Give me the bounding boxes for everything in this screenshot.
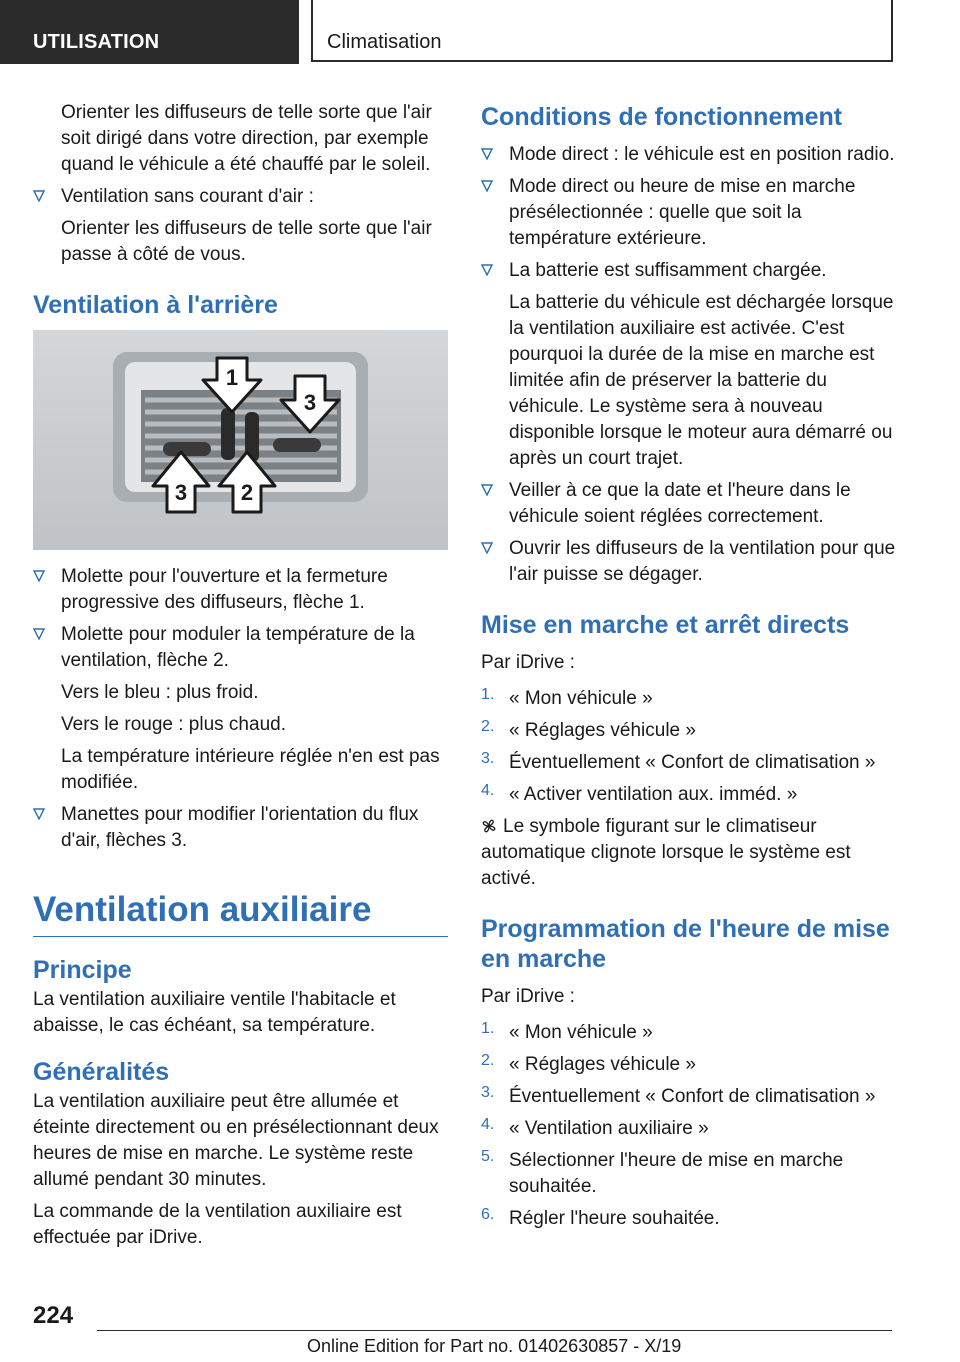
left-column: [33, 100, 448, 1251]
figure-label-3b: 3: [174, 480, 188, 505]
triangle-bullet-icon: [481, 180, 493, 192]
step-text: Éventuellement « Confort de climatisation »: [509, 1086, 876, 1107]
general-text-2: La commande de la ventilation auxiliaire est effectuée par iDrive.: [33, 1201, 402, 1248]
prog-step-4: 4. « Ventilation auxiliaire »: [481, 1116, 899, 1142]
bullet-text: Mode direct : le véhicule est en position radio.: [509, 144, 895, 165]
conditions-heading: Conditions de fonctionnement: [481, 103, 843, 131]
triangle-bullet-icon: [481, 542, 493, 554]
right-column: [481, 100, 899, 1232]
triangle-bullet-icon: [33, 808, 45, 820]
triangle-bullet-icon: [481, 148, 493, 160]
rear-bullet-3: [33, 802, 448, 854]
bullet-text: Molette pour l'ouverture et la fermeture progressive des diffuseurs, flèche 1.: [61, 566, 388, 613]
direct-intro: Par iDrive :: [481, 652, 575, 673]
rear-vent-figure: [33, 330, 448, 550]
condition-2: [481, 174, 899, 252]
symbol-note: Le symbole figurant sur le climatiseur automatique clignote lorsque le système est activé.: [481, 816, 851, 889]
bullet-text: Ouvrir les diffuseurs de la ventilation pour que l'air puisse se dégager.: [509, 538, 896, 585]
rear-bullet-1: [33, 564, 448, 616]
fan-icon: [481, 818, 497, 834]
figure-label-3a: 3: [303, 390, 317, 415]
direct-step-1: 1. « Mon véhicule »: [481, 686, 899, 712]
condition-1: [481, 142, 899, 168]
prog-step-2: 2. « Réglages véhicule »: [481, 1052, 899, 1078]
header-chapter-tab: [311, 0, 893, 62]
footer-edition: Online Edition for Part no. 01402630857 - X/19: [307, 1336, 682, 1356]
rear-ventilation-heading: Ventilation à l'arrière: [33, 291, 278, 319]
battery-detail: La batterie du véhicule est déchargée lorsque la ventilation auxiliaire est activée. C'est pourquoi la durée de la mise en marche est limitée afin de préserver la batterie du véhicule. Le système sera à nouveau disponible lorsque le moteur aura démarré ou après un court trajet.: [509, 292, 894, 469]
general-heading: Généralités: [33, 1058, 170, 1086]
direct-step-2: 2. « Réglages véhicule »: [481, 718, 899, 744]
prog-step-5: 5. Sélectionner l'heure de mise en marche souhaitée.: [481, 1148, 899, 1200]
rear-bullet-2: [33, 622, 448, 674]
bullet-text: Molette pour moduler la température de la ventilation, flèche 2.: [61, 624, 415, 671]
step-text: « Réglages véhicule »: [509, 1054, 696, 1075]
step-text: Régler l'heure souhaitée.: [509, 1208, 720, 1229]
rear-vent-illustration: [33, 330, 448, 550]
step-text: Sélectionner l'heure de mise en marche souhaitée.: [509, 1150, 844, 1197]
step-text: « Réglages véhicule »: [509, 720, 696, 741]
triangle-bullet-icon: [33, 628, 45, 640]
header-chapter-label: Climatisation: [327, 31, 442, 53]
interior-note: La température intérieure réglée n'en est pas modifiée.: [61, 746, 440, 793]
programming-heading: Programmation de l'heure de mise en marche: [481, 915, 890, 973]
no-draft-detail: Orienter les diffuseurs de telle sorte que l'air passe à côté de vous.: [61, 218, 432, 265]
step-text: Éventuellement « Confort de climatisation »: [509, 752, 876, 773]
triangle-bullet-icon: [481, 264, 493, 276]
footer-divider: [97, 1330, 892, 1331]
condition-4: [481, 478, 899, 530]
aux-ventilation-heading: Ventilation auxiliaire: [33, 888, 448, 937]
step-text: « Activer ventilation aux. imméd. »: [509, 784, 798, 805]
direct-step-3: 3. Éventuellement « Confort de climatisation »: [481, 750, 899, 776]
condition-3: [481, 258, 899, 284]
bullet-text: Manettes pour modifier l'orientation du flux d'air, flèches 3.: [61, 804, 419, 851]
prog-step-3: 3. Éventuellement « Confort de climatisation »: [481, 1084, 899, 1110]
principle-heading: Principe: [33, 956, 132, 984]
prog-step-6: 6. Régler l'heure souhaitée.: [481, 1206, 899, 1232]
principle-text: La ventilation auxiliaire ventile l'habitacle et abaisse, le cas échéant, sa température.: [33, 989, 396, 1036]
bullet-text: Mode direct ou heure de mise en marche présélectionnée : quelle que soit la température extérieure.: [509, 176, 856, 249]
bullet-text: Veiller à ce que la date et l'heure dans le véhicule soient réglées correctement.: [509, 480, 851, 527]
triangle-bullet-icon: [481, 484, 493, 496]
triangle-bullet-icon: [33, 570, 45, 582]
header-section-label: UTILISATION: [33, 31, 160, 53]
bullet-text: La batterie est suffisamment chargée.: [509, 260, 827, 281]
step-text: « Ventilation auxiliaire »: [509, 1118, 709, 1139]
symbol-note-para: [481, 814, 899, 892]
header-section-tab: [0, 0, 299, 64]
general-text-1: La ventilation auxiliaire peut être allumée et éteinte directement ou en présélectionnant deux heures de mise en marche. Le système reste allumé pendant 30 minutes.: [33, 1091, 439, 1190]
red-note: Vers le rouge : plus chaud.: [61, 714, 286, 735]
direct-step-4: 4. « Activer ventilation aux. imméd. »: [481, 782, 899, 808]
prog-step-1: 1. « Mon véhicule »: [481, 1020, 899, 1046]
bullet-text: Ventilation sans courant d'air :: [61, 186, 314, 207]
figure-label-2: 2: [240, 480, 254, 505]
intro-continuation: Orienter les diffuseurs de telle sorte que l'air soit dirigé dans votre direction, par exemple quand le véhicule a été chauffé par le soleil.: [61, 102, 432, 175]
page-number: 224: [33, 1302, 74, 1329]
condition-5: [481, 536, 899, 588]
step-text: « Mon véhicule »: [509, 1022, 653, 1043]
blue-note: Vers le bleu : plus froid.: [61, 682, 259, 703]
triangle-bullet-icon: [33, 190, 45, 202]
bullet-no-draft: [33, 184, 448, 210]
programming-intro: Par iDrive :: [481, 986, 575, 1007]
direct-heading: Mise en marche et arrêt directs: [481, 611, 850, 639]
step-text: « Mon véhicule »: [509, 688, 653, 709]
figure-label-1: 1: [225, 365, 239, 390]
